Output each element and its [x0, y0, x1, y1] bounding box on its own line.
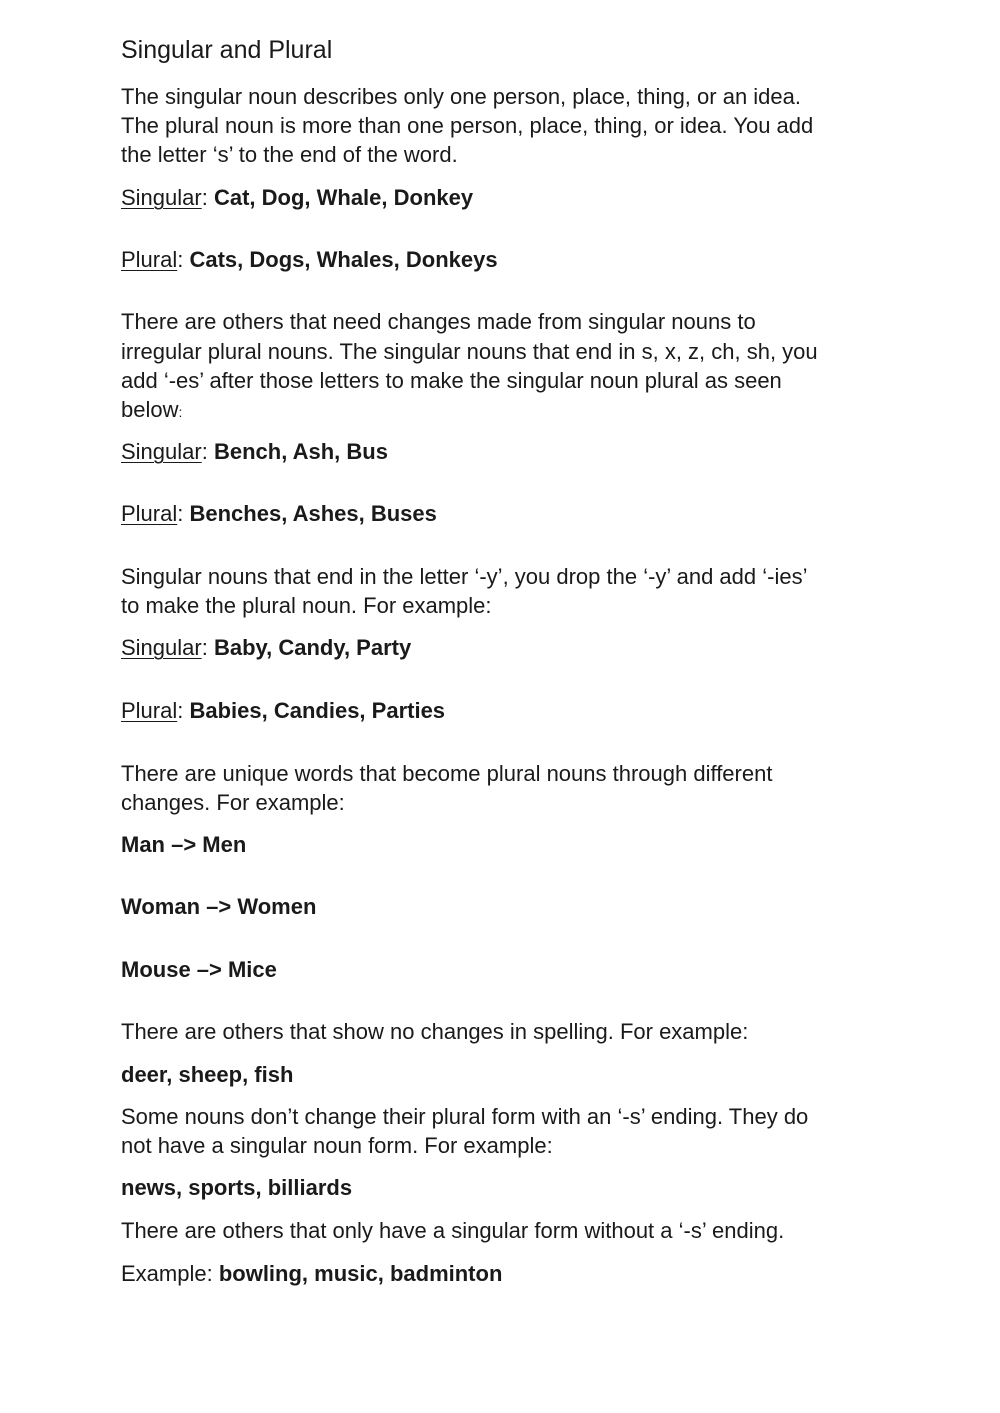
- singular-label: Singular: [121, 185, 202, 210]
- singular-label: Singular: [121, 439, 202, 464]
- colon: :: [201, 185, 214, 210]
- singular-label: Singular: [121, 635, 202, 660]
- example3-plural-row: [121, 696, 445, 725]
- plural-label: Plural: [121, 698, 178, 723]
- irregular-line-1: There are others that need changes made from singular nouns to: [121, 309, 756, 334]
- irregular-line-4: [121, 395, 182, 427]
- irregular-line-2: irregular plural nouns. The singular nouns that end in s, x, z, ch, sh, you: [121, 339, 818, 364]
- plural-label: Plural: [121, 501, 178, 526]
- unique-line-1: There are unique words that become plural nouns through different: [121, 761, 773, 786]
- example1-plural-row: [121, 245, 498, 274]
- colon: :: [177, 698, 190, 723]
- no-change-words: deer, sheep, fish: [121, 1062, 294, 1087]
- plural-words: Babies, Candies, Parties: [189, 698, 446, 723]
- singular-only-example-row: [121, 1259, 502, 1288]
- plural-only-line-2: not have a singular noun form. For example:: [121, 1133, 553, 1158]
- example1-singular-row: [121, 183, 473, 212]
- colon: :: [177, 247, 190, 272]
- singular-only-words: bowling, music, badminton: [218, 1261, 503, 1286]
- irregular-line-3: add ‘-es’ after those letters to make the singular noun plural as seen: [121, 368, 782, 393]
- example-label: Example:: [121, 1261, 219, 1286]
- unique-line-2: changes. For example:: [121, 790, 345, 815]
- plural-only-words: news, sports, billiards: [121, 1175, 353, 1200]
- singular-words: Cat, Dog, Whale, Donkey: [213, 185, 474, 210]
- plural-words: Cats, Dogs, Whales, Donkeys: [189, 247, 498, 272]
- unique-example: Woman –> Women: [121, 894, 317, 919]
- y-rule-line-2: to make the plural noun. For example:: [121, 593, 492, 618]
- intro-line-1: The singular noun describes only one person, place, thing, or an idea.: [121, 84, 801, 109]
- y-rule-line-1: Singular nouns that end in the letter ‘-y’, you drop the ‘-y’ and add ‘-ies’: [121, 564, 808, 589]
- colon: :: [177, 501, 190, 526]
- intro-line-2: The plural noun is more than one person, place, thing, or idea. You add: [121, 113, 814, 138]
- unique-example: Mouse –> Mice: [121, 957, 277, 982]
- example3-singular-row: [121, 633, 411, 662]
- colon: :: [201, 635, 214, 660]
- irregular-line-4-text: below: [121, 397, 179, 422]
- plural-words: Benches, Ashes, Buses: [189, 501, 437, 526]
- plural-label: Plural: [121, 247, 178, 272]
- example2-singular-row: [121, 437, 388, 466]
- colon: :: [201, 439, 214, 464]
- page-title: Singular and Plural: [121, 36, 333, 64]
- singular-only-line: There are others that only have a singular form without a ‘-s’ ending.: [121, 1218, 785, 1243]
- irregular-line-4-colon: :: [178, 404, 183, 420]
- singular-words: Baby, Candy, Party: [213, 635, 412, 660]
- singular-words: Bench, Ash, Bus: [213, 439, 388, 464]
- plural-only-line-1: Some nouns don’t change their plural form with an ‘-s’ ending. They do: [121, 1104, 809, 1129]
- intro-line-3: the letter ‘s’ to the end of the word.: [121, 142, 458, 167]
- unique-example: Man –> Men: [121, 832, 247, 857]
- no-change-line: There are others that show no changes in spelling. For example:: [121, 1019, 749, 1044]
- example2-plural-row: [121, 499, 437, 528]
